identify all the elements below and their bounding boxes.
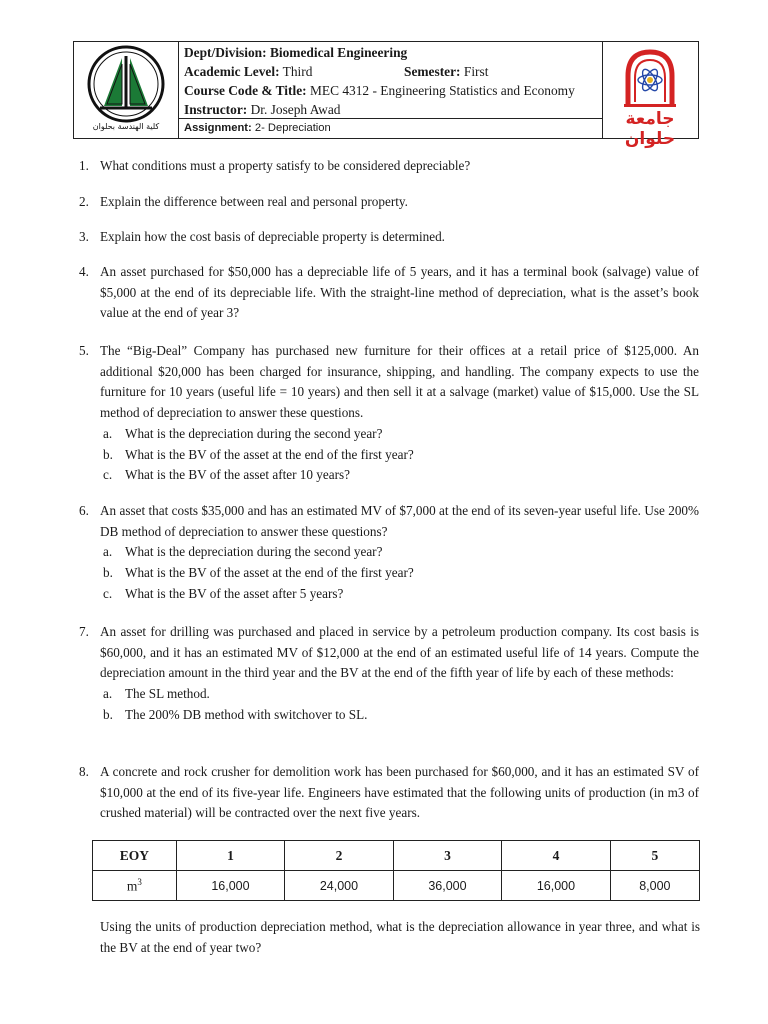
- question-text: A concrete and rock crusher for demolition work has been purchased for $60,000, and it has an estimated SV of $10,000 at the end of its five-year life. Engineers have estimated that the following units of production (in m3 of crushed material) will be contracted over the next five years.: [100, 764, 699, 821]
- question-text: Explain the difference between real and personal property.: [100, 194, 408, 209]
- question-7: [79, 622, 699, 726]
- table-header-cell: EOY: [93, 841, 177, 871]
- table-cell: 16,000: [502, 871, 611, 901]
- table-row-label: [93, 871, 177, 901]
- header-divider: [178, 118, 602, 119]
- university-logo-cell: [602, 42, 698, 149]
- semester-label: Semester:: [404, 64, 461, 79]
- table-cell: 8,000: [610, 871, 699, 901]
- sub-question-5a: [100, 424, 699, 445]
- sub-letter: c.: [103, 467, 113, 483]
- instructor-line: [184, 102, 341, 118]
- sub-text: What is the BV of the asset at the end of the first year?: [125, 446, 414, 462]
- sub-letter: a.: [103, 686, 113, 702]
- table-cell: 36,000: [393, 871, 502, 901]
- course-label: Course Code & Title:: [184, 83, 307, 98]
- sub-question-5b: [100, 445, 699, 466]
- question-5: [79, 341, 699, 486]
- table-header-cell: 1: [176, 841, 285, 871]
- sub-question-6a: [100, 542, 699, 563]
- question-text: An asset for drilling was purchased and placed in service by a petroleum production company. Its cost basis is $60,000, and it has an estimated MV of $12,000 at the end of an estimated useful life of 14 years. Compute the depreciation amount in the third year and the BV at the end of the fifth year of life by each of these methods:: [100, 624, 699, 681]
- assignment-line: [184, 122, 331, 134]
- sub-question-6b: [100, 563, 699, 584]
- table-header-cell: 3: [393, 841, 502, 871]
- question-2: [79, 192, 699, 213]
- level-line: [184, 64, 312, 80]
- question-number: 8.: [79, 764, 89, 779]
- sub-text: What is the BV of the asset at the end of the first year?: [125, 565, 414, 581]
- sub-question-6c: [100, 584, 699, 605]
- course-value: MEC 4312 - Engineering Statistics and Economy: [309, 83, 575, 98]
- question-6: [79, 501, 699, 605]
- dept-line: [184, 45, 407, 61]
- sub-letter: c.: [103, 585, 113, 601]
- question-number: 3.: [79, 229, 89, 244]
- level-value: Third: [282, 64, 313, 79]
- question-1: [79, 156, 699, 177]
- instructor-value: Dr. Joseph Awad: [250, 102, 341, 117]
- sub-letter: a.: [103, 425, 113, 441]
- sub-text: What is the depreciation during the second year?: [125, 425, 383, 441]
- question-number: 7.: [79, 624, 89, 639]
- assignment-label: Assignment:: [184, 122, 252, 134]
- question-text: What conditions must a property satisfy to be considered depreciable?: [100, 158, 471, 173]
- sub-letter: a.: [103, 544, 113, 560]
- question-4: [79, 262, 699, 324]
- question-8: [79, 762, 699, 824]
- unit-exponent: 3: [137, 876, 142, 887]
- sub-text: The SL method.: [125, 686, 210, 702]
- semester-value: First: [463, 64, 489, 79]
- question-number: 2.: [79, 194, 89, 209]
- sub-question-7a: [100, 684, 699, 705]
- sub-text: What is the BV of the asset after 5 years?: [125, 585, 344, 601]
- semester-line: [404, 64, 488, 80]
- assignment-value: 2- Depreciation: [254, 122, 331, 134]
- question-text: An asset that costs $35,000 and has an estimated MV of $7,000 at the end of its seven-year useful life. Use 200% DB method of depreciation to answer these questions?: [100, 503, 699, 539]
- production-table: [92, 840, 700, 901]
- table-header-cell: 2: [285, 841, 394, 871]
- question-number: 1.: [79, 158, 89, 173]
- dept-value: Biomedical Engineering: [269, 45, 408, 60]
- course-info-cell: [178, 42, 603, 138]
- sub-text: What is the depreciation during the second year?: [125, 544, 383, 560]
- table-header-row: [93, 841, 700, 871]
- table-header-cell: 5: [610, 841, 699, 871]
- question-text: The “Big-Deal” Company has purchased new furniture for their offices at a retail price of $125,000. An additional $20,000 has been charged for insurance, shipping, and handling. The company expects to use the furniture for 10 years (useful life = 10 years) and then sell it at a salvage (market) value of $15,000. Use the SL method of depreciation to answer these questions.: [100, 343, 699, 421]
- question-number: 4.: [79, 264, 89, 279]
- course-line: [184, 83, 575, 99]
- faculty-logo-icon: [74, 44, 178, 124]
- dept-label: Dept/Division:: [184, 45, 267, 60]
- table-cell: 16,000: [176, 871, 285, 901]
- sub-letter: b.: [103, 565, 113, 581]
- university-logo-text: جامعة حلوان: [624, 109, 676, 149]
- question-3: [79, 227, 699, 248]
- question-text: Explain how the cost basis of depreciable property is determined.: [100, 229, 445, 244]
- sub-question-5c: [100, 465, 699, 486]
- question-number: 6.: [79, 503, 89, 518]
- table-row: [93, 871, 700, 901]
- sub-question-7b: [100, 705, 699, 726]
- final-question-text: Using the units of production depreciation method, what is the depreciation allowance in year three, and what is the BV at the end of year two?: [100, 919, 700, 955]
- table-cell: 24,000: [285, 871, 394, 901]
- unit-base: m: [126, 878, 138, 894]
- faculty-logo-cell: [74, 42, 179, 138]
- sub-letter: b.: [103, 706, 113, 722]
- instructor-label: Instructor:: [184, 102, 248, 117]
- question-text: An asset purchased for $50,000 has a depreciable life of 5 years, and it has a terminal book (salvage) value of $5,000 at the end of its depreciable life. With the straight-line method of depreciation, what is the asset’s book value at the end of year 3?: [100, 264, 699, 321]
- level-label: Academic Level:: [184, 64, 280, 79]
- sub-text: What is the BV of the asset after 10 years?: [125, 467, 350, 483]
- table-header-cell: 4: [502, 841, 611, 871]
- sub-text: The 200% DB method with switchover to SL.: [125, 706, 368, 722]
- sub-letter: b.: [103, 446, 113, 462]
- header-table: [73, 41, 699, 149]
- question-number: 5.: [79, 343, 89, 358]
- faculty-logo-caption: كلية الهندسة بحلوان: [92, 122, 160, 131]
